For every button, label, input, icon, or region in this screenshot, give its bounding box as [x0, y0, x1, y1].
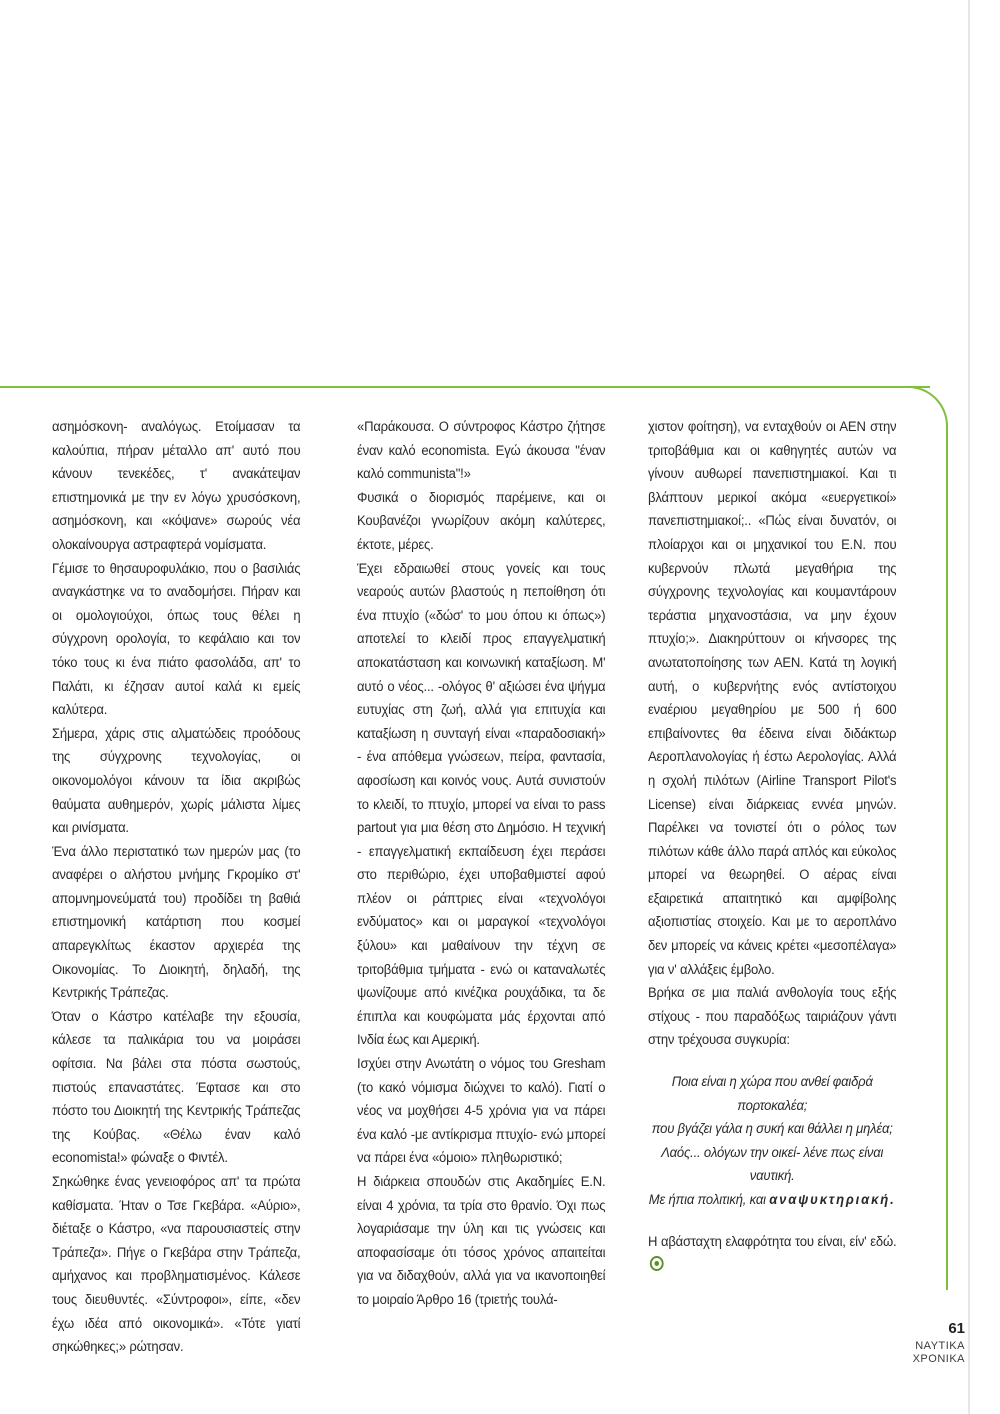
magazine-name-line: ΝΑΥΤΙΚΑ: [915, 1340, 965, 1352]
poem-line: Λαός... ολόγων την οικεί- λένε πως είναι ναυτική.: [661, 1144, 884, 1185]
poem-line: Ποια είναι η χώρα που ανθεί φαιδρά πορτοκαλέα;: [671, 1074, 873, 1114]
paragraph: Η διάρκεια σπουδών στις Ακαδημίες Ε.Ν. είναι 4 χρόνια, τα τρία στο θρανίο. Όχι πως λογαριάσαμε την ύλη και τις γνώσεις και αποφασίσαμε ότι τόσος χρόνος απαιτείται για να διδαχθούν, αλλά για να ικανοποιηθεί το μοιραίο Άρθρο 16 (τριετής τουλά-: [357, 1174, 606, 1308]
closing-line: [648, 1231, 896, 1278]
green-frame-right: [946, 430, 948, 1290]
poem-line-last: [648, 1189, 896, 1213]
green-frame-top: [0, 386, 930, 388]
poem-emphasis: αναψυκτηριακή.: [769, 1192, 896, 1208]
page-edge: [968, 0, 970, 1414]
paragraph: χιστον φοίτηση), να ενταχθούν οι ΑΕΝ στην τριτοβάθμια και οι καθηγητές αυτών να γίνουν αυθωρεί πανεπιστημιακοί. Και τι βλάπτουν μερικοί ακόμα «ευεργετικοί» πανεπιστημιακοί;.. «Πώς είναι δυνατόν, οι πλοίαρχοι και οι μηχανικοί του Ε.Ν. που κυβερνούν πλωτά μεγαθήρια της σύγχρονης τεχνολογίας και κουμαντάρουν τεράστια μηχανοστάσια, να μην έχουν πτυχίο;». Διακηρύττουν οι κήνσορες της ανωτατοποίησης των ΑΕΝ. Κατά τη λογική αυτή, ο κυβερνήτης ενός αντίστοιχου εναέριου μεγαθηρίου με 500 ή 600 επιβαίνοντες θα έδεινα είναι διδάκτωρ Αεροπλανολογίας ή έστω Αερολογίας. Αλλά η σχολή πιλότων (Airline Transport Pilot's License) είναι διάρκειας εννέα μηνών. Παρέλκει να τονιστεί ότι ο ρόλος των πιλότων κάθε άλλο παρά απλός και εύκολος μπορεί να θεωρηθεί. Ο αέρας είναι εξαιρετικά απαιτητικό και αμφίβολης αξιοπιστίας στοιχείο. Και με το αεροπλάνο δεν μπορείς να κάνεις κρέτει «μεσοπέλαγα» για ν' αλλάξεις έμβολο.: [648, 419, 897, 978]
paragraph: Φυσικά ο διορισμός παρέμεινε, και οι Κουβανέζοι γνωρίζουν ακόμη καλύτερες, έκτοτε, μέρες.: [357, 489, 606, 553]
paragraph: Όταν ο Κάστρο κατέλαβε την εξουσία, κάλεσε τα παλικάρια του να μοιράσει οφίτσια. Να βάλει στα πόστα σωστούς, πιστούς επαναστάτες. Έφτασε και στο πόστο του Διοικητή της Κεντρικής Τράπεζας της Κούβας. «Θέλω έναν καλό economista!» φώναξε ο Φιντέλ.: [52, 1008, 301, 1167]
paragraph: Έχει εδραιωθεί στους γονείς και τους νεαρούς αυτών βλαστούς η πεποίθηση ότι ένα πτυχίο («δώσ' το μου όπου κι όπως») αποτελεί το κλειδί προς επαγγελματική αποκατάσταση και κοινωνική καταξίωση. Μ' αυτό ο νέος... -ολόγος θ' αξιώσει ένα ψήγμα ευτυχίας στη ζωή, αλλά για επιτυχία και καταξίωση η συνταγή είναι «παραδοσιακή» - ένα απόθεμα γνώσεων, πείρα, φαντασία, αφοσίωση και κοινός νους. Αυτά συνιστούν το κλειδί, το πτυχίο, μπορεί να είναι το pass partout για μια θέση στο Δημόσιο. Η τεχνική - επαγγελματική εκπαίδευση έχει περάσει στο περιθώριο, έχει υποβαθμιστεί αφού πλέον οι ράπτριες είναι «τεχνολόγοι ενδύματος» και οι μαραγκοί «τεχνολόγοι ξύλου» και μαθαίνουν την τέχνη σε τριτοβάθμια τμήματα - ενώ οι καταναλωτές ψωνίζουμε από κινέζικα ρουχάδικα, τα δε έπιπλα και κουφώματα μάς έρχονται από Ινδία έως και Αμερική.: [357, 560, 606, 1049]
magazine-name: [885, 1340, 965, 1366]
article-column-2: [357, 416, 605, 1313]
page-number: 61: [948, 1320, 965, 1337]
green-frame-corner: [900, 386, 948, 434]
article-column-3: [648, 416, 896, 1278]
paragraph: Σηκώθηκε ένας γενειοφόρος απ' τα πρώτα καθίσματα. Ήταν ο Τσε Γκεβάρα. «Αύριο», διέταξε ο Κάστρο, «να παρουσιαστείς στην Τράπεζα». Πήγε ο Γκεβάρα στην Τράπεζα, αμήχανος και προβληματισμένος. Κάλεσε τους διευθυντές. «Σύντροφοι», είπε, «δεν έχω ιδέα από οικονομικά». «Τότε γιατί σηκώθηκες;» ρώτησαν.: [52, 1174, 301, 1356]
paragraph: Γέμισε το θησαυροφυλάκιο, που ο βασιλιάς αναγκάστηκε να το αναδομήσει. Πήραν και οι ομολογιούχοι, όπως τους θέλει η σύγχρονη ορολογία, το κεφάλαιο και τον τόκο τους κι ένα πιάτο φασολάδα, απ' το Παλάτι, κι έζησαν αυτοί καλά κι εμείς καλύτερα.: [52, 560, 301, 719]
poem-line-text: Με ήπια πολιτική, και: [648, 1192, 766, 1208]
paragraph: Ένα άλλο περιστατικό των ημερών μας (το αναφέρει ο αλήστου μνήμης Γκρομίκο στ' απομνημονεύματά του) προδίδει τη βαθιά επιστημονική κατάρτιση που κοσμεί απαρεγκλίτως έκαστον αρχιερέα της Οικονομίας. Το Διοικητή, δηλαδή, της Κεντρικής Τράπεζας.: [52, 843, 301, 1002]
magazine-name-line: ΧΡΟΝΙΚΑ: [912, 1353, 965, 1365]
paragraph: Βρήκα σε μια παλιά ανθολογία τους εξής στίχους - που παραδόξως ταιριάζουν γάντι στην τρέχουσα συγκυρία:: [648, 985, 897, 1049]
poem-stanza: [648, 1071, 896, 1213]
article-column-1: [52, 416, 300, 1360]
paragraph: Ισχύει στην Ανωτάτη ο νόμος του Gresham (το κακό νόμισμα διώχνει το καλό). Γιατί ο νέος να μοχθήσει 4-5 χρόνια για να πάρει ένα καλό -με αντίκρισμα πτυχίο- ενώ μπορεί να πάρει ένα «όμοιο» πληθωριστικό;: [357, 1056, 606, 1167]
end-mark-icon: [650, 1256, 664, 1271]
paragraph: ασημόσκονη- αναλόγως. Ετοίμασαν τα καλούπια, πήραν μέταλλο απ' αυτό που κάνουν τενεκέδες, τ' ανακάτεψαν επιστημονικά με την εν λόγω χρυσόσκονη, ασημόσκονη, και «κόψανε» σωρούς νέα ολοκαίνουργα αστραφτερά νομίσματα.: [52, 419, 301, 553]
paragraph: Σήμερα, χάρις στις αλματώδεις προόδους της σύγχρονης τεχνολογίας, οι οικονομολόγοι κάνουν τα ίδια ακριβώς θαύματα αυθημερόν, χωρίς μάλιστα λίμες και ρινίσματα.: [52, 725, 301, 837]
paragraph: «Παράκουσα. Ο σύντροφος Κάστρο ζήτησε έναν καλό economista. Εγώ άκουσα "έναν καλό communista"!»: [357, 419, 606, 483]
closing-text: Η αβάσταχτη ελαφρότητα του είναι, είν' εδώ.: [648, 1233, 897, 1250]
poem-line: που βγάζει γάλα η συκή και θάλλει η μηλέα;: [651, 1121, 893, 1138]
